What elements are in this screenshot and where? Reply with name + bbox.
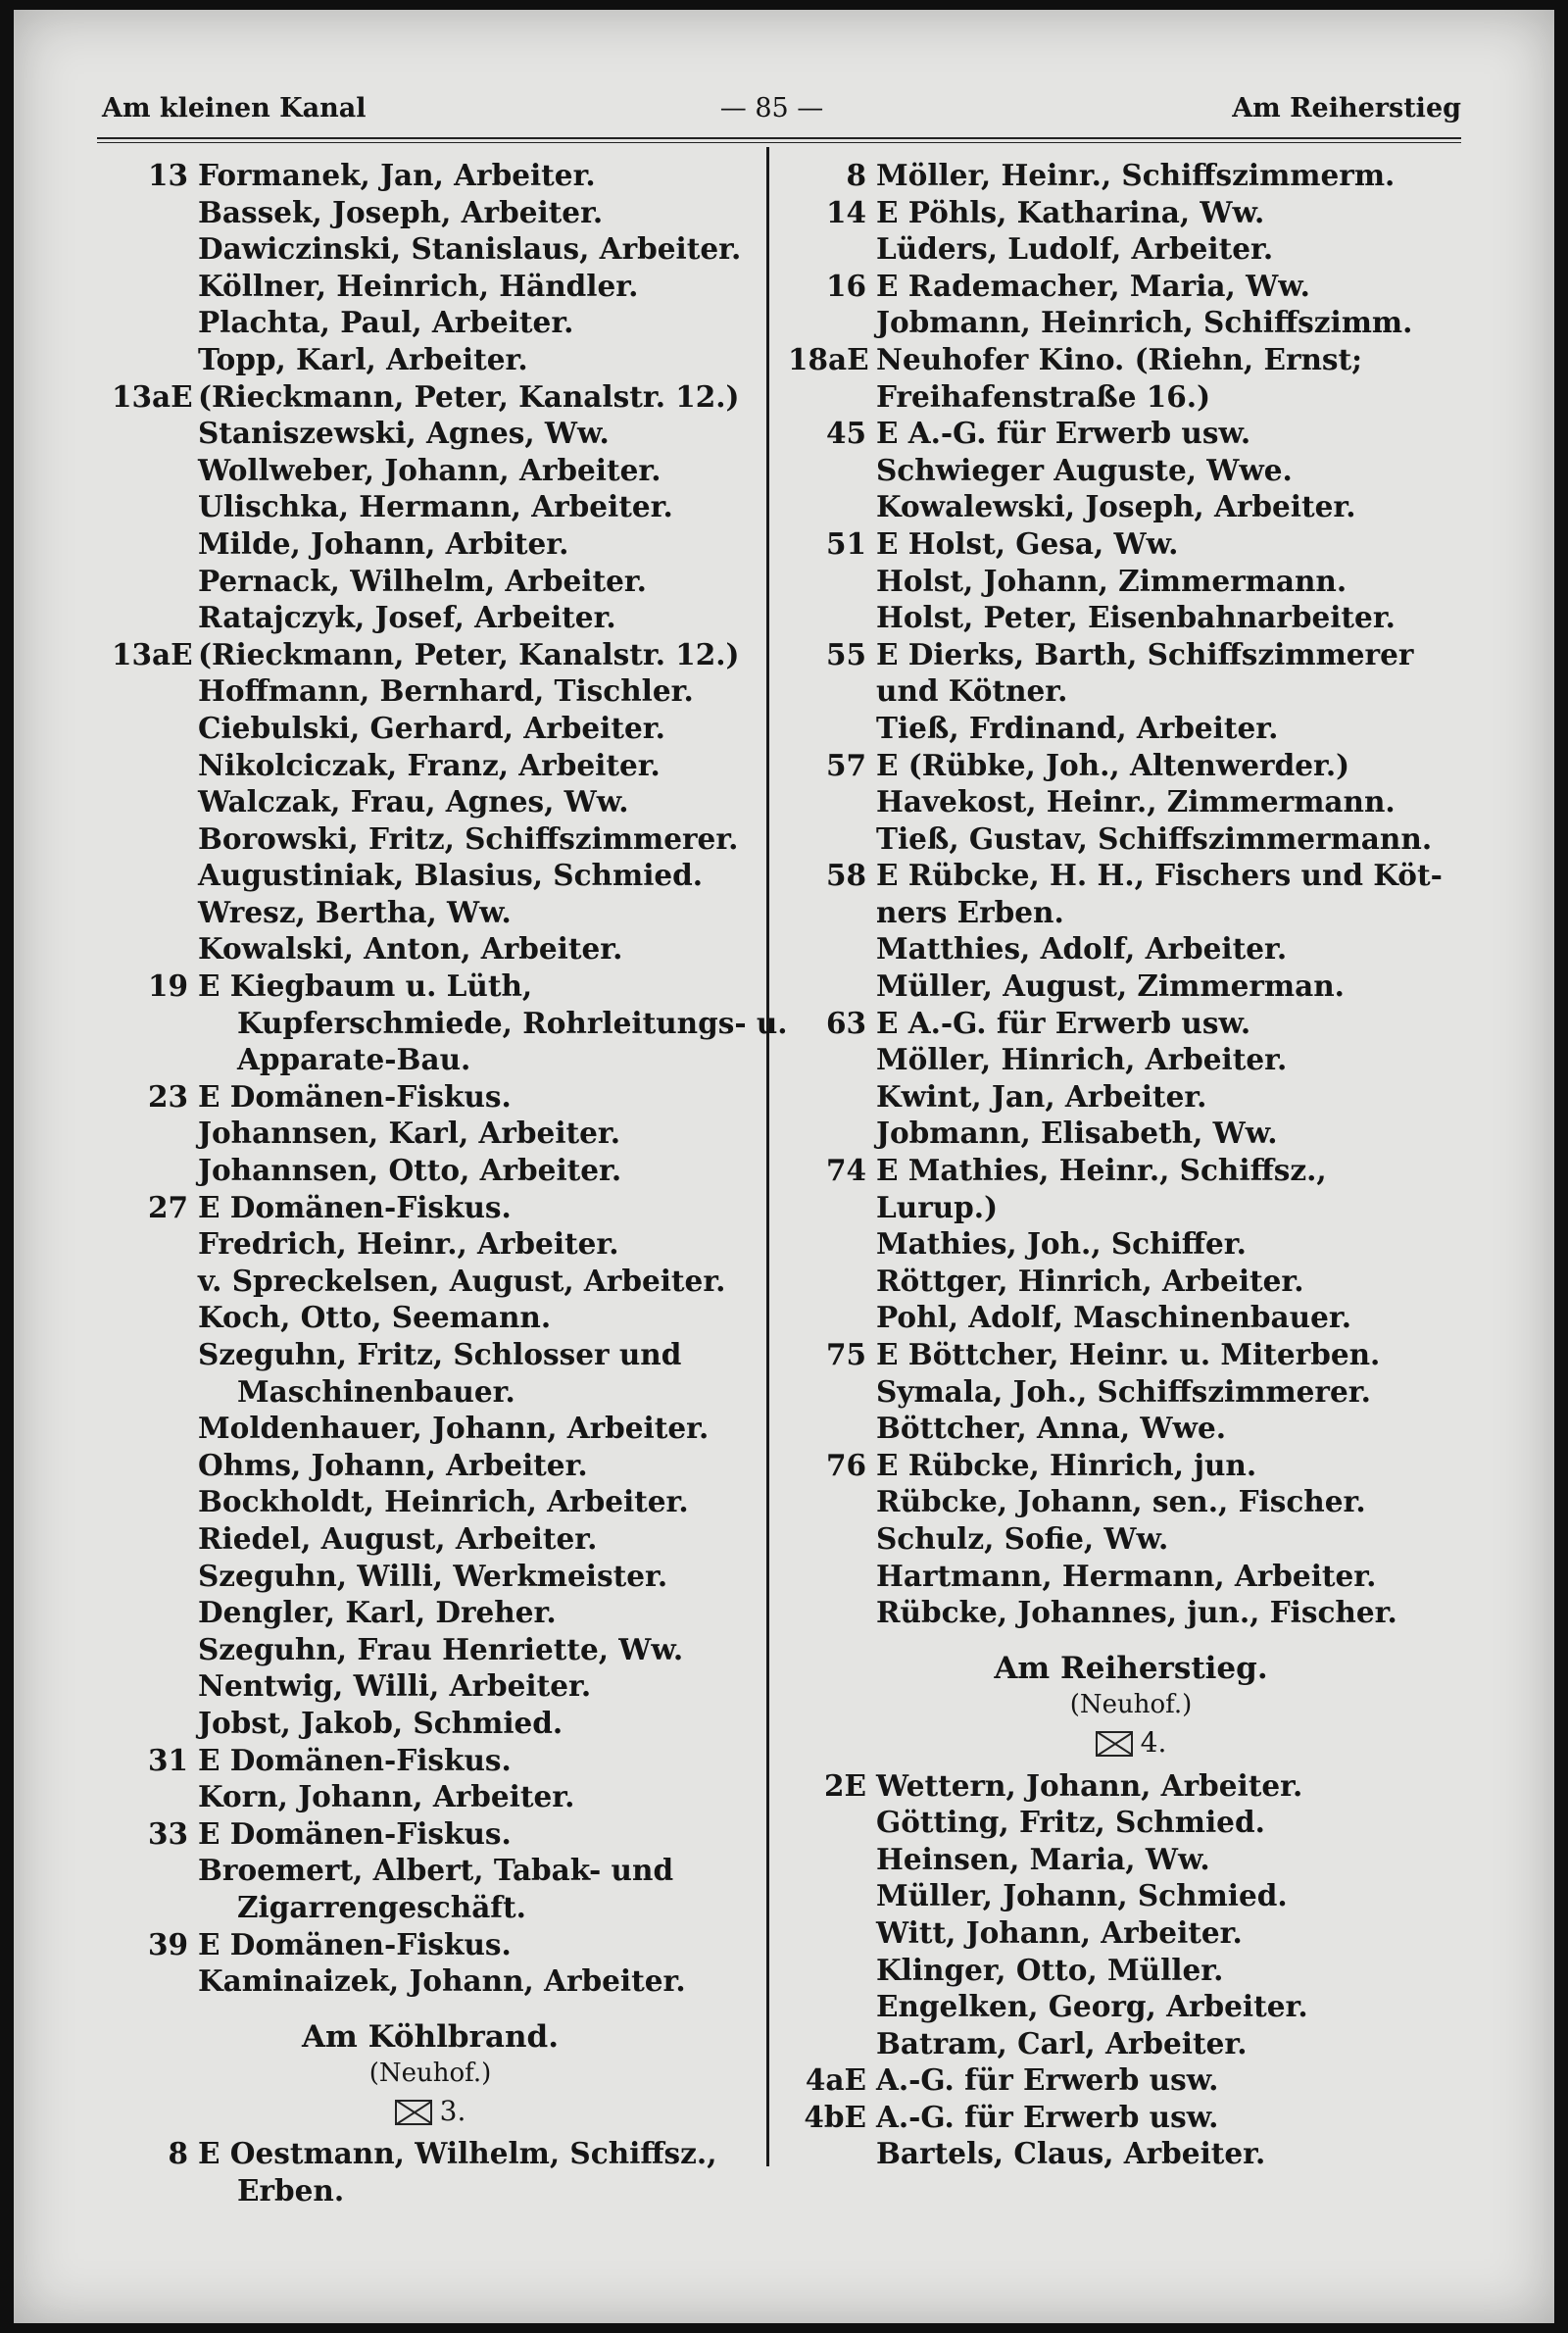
entry-text: A.-G. für Erwerb usw. (876, 2099, 1219, 2134)
entry-text: Tieß, Frdinand, Arbeiter. (876, 710, 1279, 745)
address-entry (788, 1041, 1474, 1078)
address-entry (112, 710, 749, 747)
address-entry (112, 1078, 749, 1116)
house-number: 55 (825, 636, 866, 671)
address-entry (788, 1952, 1474, 1989)
entry-text: E Rübcke, Hinrich, jun. (876, 1447, 1257, 1482)
running-head-left: Am kleinen Kanal (102, 93, 367, 124)
postal-number: 3. (439, 2094, 466, 2127)
address-entry (788, 1115, 1474, 1152)
entry-text: Ciebulski, Gerhard, Arbeiter. (198, 710, 665, 745)
address-entry (112, 2172, 749, 2209)
entry-text: E A.-G. für Erwerb usw. (876, 1005, 1251, 1040)
address-entry (788, 563, 1474, 600)
house-number: 13 (147, 158, 188, 192)
address-entry (112, 1705, 749, 1742)
house-number: 4aE (805, 2062, 866, 2098)
entry-text: Heinsen, Maria, Ww. (876, 1841, 1210, 1876)
house-number: 63 (825, 1005, 866, 1040)
entry-text: Bassek, Joseph, Arbeiter. (198, 194, 604, 229)
address-entry (788, 1841, 1474, 1878)
address-entry (112, 1962, 749, 2000)
address-entry (112, 1631, 749, 1668)
entry-text: Möller, Heinr., Schiffszimmerm. (876, 158, 1396, 192)
entry-text: Batram, Carl, Arbeiter. (876, 2025, 1248, 2060)
address-entry (112, 194, 749, 231)
house-number: 2E (823, 1767, 866, 1803)
address-entry (112, 230, 749, 268)
entry-text: E Dierks, Barth, Schiffszimmerer (876, 636, 1414, 671)
address-entry (112, 930, 749, 968)
address-entry (788, 1767, 1474, 1805)
address-entry (788, 599, 1474, 636)
address-entry (112, 783, 749, 820)
address-entry (788, 894, 1474, 931)
entry-text: Plachta, Paul, Arbeiter. (198, 305, 574, 340)
address-entry (788, 1373, 1474, 1411)
address-entry (788, 230, 1474, 268)
entry-text: Mathies, Joh., Schiffer. (876, 1226, 1247, 1262)
entry-text: Tieß, Gustav, Schiffszimmermann. (876, 820, 1433, 856)
entry-text: E Oestmann, Wilhelm, Schiffsz., (198, 2136, 717, 2171)
address-entry (788, 1336, 1474, 1373)
entry-text: Zigarrengeschäft. (237, 1889, 526, 1924)
entry-text: Koch, Otto, Seemann. (198, 1300, 552, 1335)
entry-text: E Böttcher, Heinr. u. Miterben. (876, 1337, 1381, 1371)
entry-text: Milde, Johann, Arbiter. (198, 525, 569, 561)
right-column (788, 157, 1474, 2172)
address-entry (788, 783, 1474, 820)
entry-text: Johannsen, Otto, Arbeiter. (198, 1153, 622, 1188)
entry-text: Kaminaizek, Johann, Arbeiter. (198, 1963, 686, 1999)
house-number: 19 (147, 968, 188, 1004)
house-number: 8 (846, 158, 866, 192)
address-entry (112, 268, 749, 305)
running-head-right: Am Reiherstieg (1232, 93, 1461, 124)
house-number: 57 (825, 747, 866, 782)
address-entry (112, 1852, 749, 1889)
entry-text: Bartels, Claus, Arbeiter. (876, 2136, 1266, 2171)
address-entry (788, 415, 1474, 452)
entry-text: Nikolciczak, Franz, Arbeiter. (198, 747, 661, 782)
address-entry (112, 2135, 749, 2172)
address-entry (112, 599, 749, 636)
entry-text: Engelken, Georg, Arbeiter. (876, 1989, 1308, 2024)
entry-text: Rübcke, Johann, sen., Fischer. (876, 1484, 1366, 1519)
page-number: — 85 — (719, 93, 824, 124)
entry-text: Augustiniak, Blasius, Schmied. (198, 858, 704, 893)
address-entry (788, 857, 1474, 894)
entry-text: Pohl, Adolf, Maschinenbauer. (876, 1300, 1351, 1335)
directory-page (14, 10, 1554, 2323)
entry-text: Bockholdt, Heinrich, Arbeiter. (198, 1484, 689, 1519)
address-entry (788, 1988, 1474, 2025)
entry-text: Kowalewski, Joseph, Arbeiter. (876, 489, 1356, 524)
left-column (112, 157, 788, 2209)
address-entry (788, 1078, 1474, 1116)
entry-text: Broemert, Albert, Tabak- und (198, 1853, 674, 1888)
entry-text: Symala, Joh., Schiffszimmerer. (876, 1373, 1371, 1409)
address-entry (788, 1225, 1474, 1263)
address-entry (788, 2135, 1474, 2172)
entry-text: Pernack, Wilhelm, Arbeiter. (198, 563, 647, 598)
entry-text: ners Erben. (876, 894, 1064, 929)
address-entry (112, 672, 749, 710)
address-entry (112, 304, 749, 341)
house-number: 45 (825, 416, 866, 451)
street-heading: Am Köhlbrand. (301, 2018, 559, 2055)
address-entry (788, 930, 1474, 968)
envelope-icon (395, 2100, 432, 2125)
house-number: 39 (147, 1926, 188, 1961)
house-number: 13aE (112, 636, 193, 671)
entry-text: Schulz, Sofie, Ww. (876, 1520, 1169, 1556)
entry-text: Ulischka, Hermann, Arbeiter. (198, 489, 673, 524)
entry-text: Hartmann, Hermann, Arbeiter. (876, 1558, 1377, 1593)
address-entry (788, 1005, 1474, 1042)
house-number: 18aE (788, 341, 869, 376)
address-entry (788, 747, 1474, 784)
address-entry (788, 1189, 1474, 1226)
envelope-icon (1096, 1731, 1133, 1757)
entry-text: Kupferschmiede, Rohrleitungs- u. (237, 1005, 788, 1040)
entry-text: Freihafenstraße 16.) (876, 378, 1211, 414)
entry-text: Jobst, Jakob, Schmied. (198, 1705, 564, 1740)
entry-text: Lurup.) (876, 1189, 999, 1224)
entry-text: E A.-G. für Erwerb usw. (876, 416, 1251, 451)
address-entry (788, 194, 1474, 231)
house-number: 74 (825, 1153, 866, 1188)
address-entry (112, 1447, 749, 1484)
entry-text: Apparate-Bau. (237, 1042, 471, 1077)
entry-text: Möller, Hinrich, Arbeiter. (876, 1042, 1288, 1077)
address-entry (112, 378, 749, 416)
address-entry (112, 1778, 749, 1815)
address-entry (788, 341, 1474, 378)
entry-text: E Rademacher, Maria, Ww. (876, 268, 1310, 303)
entry-text: Johannsen, Karl, Arbeiter. (198, 1116, 621, 1151)
address-entry (788, 1877, 1474, 1914)
house-number: 13aE (112, 378, 193, 414)
house-number: 23 (147, 1078, 188, 1114)
address-entry (112, 1926, 749, 1963)
entry-text: Jobmann, Elisabeth, Ww. (876, 1116, 1278, 1151)
address-entry (788, 488, 1474, 525)
entry-text: E Domänen-Fiskus. (198, 1815, 512, 1851)
address-entry (112, 747, 749, 784)
address-entry (788, 672, 1474, 710)
house-number: 33 (147, 1815, 188, 1851)
entry-text: Köllner, Heinrich, Händler. (198, 268, 639, 303)
address-entry (112, 1815, 749, 1853)
house-number: 8 (168, 2136, 188, 2171)
address-entry (788, 1914, 1474, 1952)
entry-text: Kowalski, Anton, Arbeiter. (198, 931, 623, 967)
entry-text: E (Rübke, Joh., Altenwerder.) (876, 747, 1350, 782)
entry-text: Walczak, Frau, Agnes, Ww. (198, 784, 629, 819)
address-entry (112, 1558, 749, 1595)
address-entry (788, 1299, 1474, 1336)
house-number: 58 (825, 858, 866, 893)
address-entry (112, 1410, 749, 1447)
address-entry (112, 1594, 749, 1631)
address-entry (788, 1447, 1474, 1484)
address-entry (112, 1189, 749, 1226)
entry-text: Staniszewski, Agnes, Ww. (198, 416, 610, 451)
entry-text: Kwint, Jan, Arbeiter. (876, 1078, 1207, 1114)
postal-district (112, 2093, 749, 2130)
address-entry (788, 157, 1474, 194)
house-number: 51 (825, 525, 866, 561)
entry-text: A.-G. für Erwerb usw. (876, 2062, 1219, 2098)
entry-text: Matthies, Adolf, Arbeiter. (876, 931, 1288, 967)
entry-text: Maschinenbauer. (237, 1373, 515, 1409)
address-entry (112, 1336, 749, 1373)
address-entry (788, 378, 1474, 416)
entry-text: v. Spreckelsen, August, Arbeiter. (198, 1263, 726, 1298)
entry-text: Formanek, Jan, Arbeiter. (198, 158, 596, 192)
address-entry (112, 894, 749, 931)
address-entry (112, 1263, 749, 1300)
entry-text: E Kiegbaum u. Lüth, (198, 968, 533, 1004)
header-rule-thin (97, 142, 1461, 143)
entry-text: Hoffmann, Bernhard, Tischler. (198, 673, 694, 709)
address-entry (788, 1263, 1474, 1300)
entry-text: Wresz, Bertha, Ww. (198, 894, 512, 929)
address-entry (112, 452, 749, 489)
entry-text: E Domänen-Fiskus. (198, 1926, 512, 1961)
house-number: 14 (825, 194, 866, 229)
entry-text: Witt, Johann, Arbeiter. (876, 1914, 1243, 1950)
district-label: (Neuhof.) (368, 2059, 492, 2089)
entry-text: Neuhofer Kino. (Riehn, Ernst; (876, 341, 1363, 376)
entry-text: Szeguhn, Frau Henriette, Ww. (198, 1631, 684, 1666)
address-entry (112, 636, 749, 673)
postal-district (788, 1724, 1474, 1762)
entry-text: Wollweber, Johann, Arbeiter. (198, 452, 662, 487)
entry-text: Dawiczinski, Stanislaus, Arbeiter. (198, 231, 742, 267)
address-entry (788, 1483, 1474, 1520)
page-header (82, 93, 1461, 132)
entry-text: (Rieckmann, Peter, Kanalstr. 12.) (198, 378, 740, 414)
address-entry (112, 1483, 749, 1520)
address-entry (788, 968, 1474, 1005)
entry-text: Havekost, Heinr., Zimmermann. (876, 784, 1396, 819)
address-entry (112, 1152, 749, 1189)
house-number: 4bE (804, 2099, 866, 2134)
address-entry (788, 304, 1474, 341)
address-entry (788, 1558, 1474, 1595)
entry-text: Szeguhn, Willi, Werkmeister. (198, 1558, 668, 1593)
entry-text: Korn, Johann, Arbeiter. (198, 1779, 575, 1814)
entry-text: Lüders, Ludolf, Arbeiter. (876, 231, 1274, 267)
entry-text: E Domänen-Fiskus. (198, 1078, 512, 1114)
entry-text: Röttger, Hinrich, Arbeiter. (876, 1263, 1304, 1298)
address-entry (788, 268, 1474, 305)
address-entry (112, 1041, 749, 1078)
entry-text: Erben. (237, 2173, 345, 2209)
address-entry (112, 1889, 749, 1926)
entry-text: Holst, Johann, Zimmermann. (876, 563, 1348, 598)
entry-text: E Holst, Gesa, Ww. (876, 525, 1179, 561)
entry-text: Riedel, August, Arbeiter. (198, 1520, 598, 1556)
entry-text: E Mathies, Heinr., Schiffsz., (876, 1153, 1327, 1188)
house-number: 16 (825, 268, 866, 303)
house-number: 76 (825, 1447, 866, 1482)
entry-text: Müller, Johann, Schmied. (876, 1878, 1288, 1913)
address-entry (112, 563, 749, 600)
address-entry (788, 1520, 1474, 1558)
address-entry (788, 1594, 1474, 1631)
address-entry (112, 415, 749, 452)
address-entry (788, 710, 1474, 747)
address-entry (788, 1152, 1474, 1189)
house-number: 31 (147, 1742, 188, 1777)
address-entry (112, 525, 749, 563)
district-label: (Neuhof.) (1069, 1690, 1193, 1720)
address-entry (112, 488, 749, 525)
address-entry (788, 2061, 1474, 2099)
address-entry (112, 341, 749, 378)
entry-text: E Domänen-Fiskus. (198, 1189, 512, 1224)
address-entry (112, 1667, 749, 1705)
address-entry (112, 1299, 749, 1336)
address-entry (788, 636, 1474, 673)
address-entry (112, 1005, 788, 1042)
address-entry (112, 1115, 749, 1152)
entry-text: Szeguhn, Fritz, Schlosser und (198, 1337, 682, 1371)
address-entry (788, 1804, 1474, 1841)
entry-text: Götting, Fritz, Schmied. (876, 1805, 1265, 1840)
address-entry (112, 1373, 749, 1411)
header-rule (97, 137, 1461, 139)
entry-text: Ohms, Johann, Arbeiter. (198, 1447, 588, 1482)
entry-text: Wettern, Johann, Arbeiter. (876, 1767, 1303, 1803)
entry-text: Müller, August, Zimmerman. (876, 968, 1345, 1004)
entry-text: E Pöhls, Katharina, Ww. (876, 194, 1265, 229)
entry-text: Fredrich, Heinr., Arbeiter. (198, 1226, 619, 1262)
entry-text: Ratajczyk, Josef, Arbeiter. (198, 600, 616, 635)
entry-text: Böttcher, Anna, Wwe. (876, 1411, 1226, 1446)
entry-text: Topp, Karl, Arbeiter. (198, 341, 528, 376)
address-entry (788, 2099, 1474, 2136)
entry-text: E Domänen-Fiskus. (198, 1742, 512, 1777)
address-entry (112, 157, 749, 194)
entry-text: Jobmann, Heinrich, Schiffszimm. (876, 305, 1413, 340)
entry-text: und Kötner. (876, 673, 1068, 709)
address-entry (788, 2025, 1474, 2062)
street-heading: Am Reiherstieg. (994, 1650, 1268, 1686)
address-entry (112, 968, 749, 1005)
entry-text: Holst, Peter, Eisenbahnarbeiter. (876, 600, 1396, 635)
address-entry (788, 525, 1474, 563)
entry-text: E Rübcke, H. H., Fischers und Köt- (876, 858, 1443, 893)
house-number: 27 (147, 1189, 188, 1224)
column-divider (766, 147, 769, 2166)
entry-text: Klinger, Otto, Müller. (876, 1952, 1224, 1987)
address-entry (112, 820, 749, 858)
address-entry (788, 452, 1474, 489)
house-number: 75 (825, 1337, 866, 1371)
entry-text: Rübcke, Johannes, jun., Fischer. (876, 1595, 1397, 1630)
address-entry (788, 820, 1474, 858)
entry-text: Dengler, Karl, Dreher. (198, 1595, 557, 1630)
address-entry (112, 1742, 749, 1779)
entry-text: Schwieger Auguste, Wwe. (876, 452, 1293, 487)
postal-number: 4. (1140, 1725, 1167, 1759)
address-entry (788, 1410, 1474, 1447)
address-entry (112, 857, 749, 894)
entry-text: Moldenhauer, Johann, Arbeiter. (198, 1411, 710, 1446)
entry-text: Nentwig, Willi, Arbeiter. (198, 1668, 592, 1704)
address-entry (112, 1520, 749, 1558)
entry-text: (Rieckmann, Peter, Kanalstr. 12.) (198, 636, 740, 671)
address-entry (112, 1225, 749, 1263)
entry-text: Borowski, Fritz, Schiffszimmerer. (198, 820, 739, 856)
